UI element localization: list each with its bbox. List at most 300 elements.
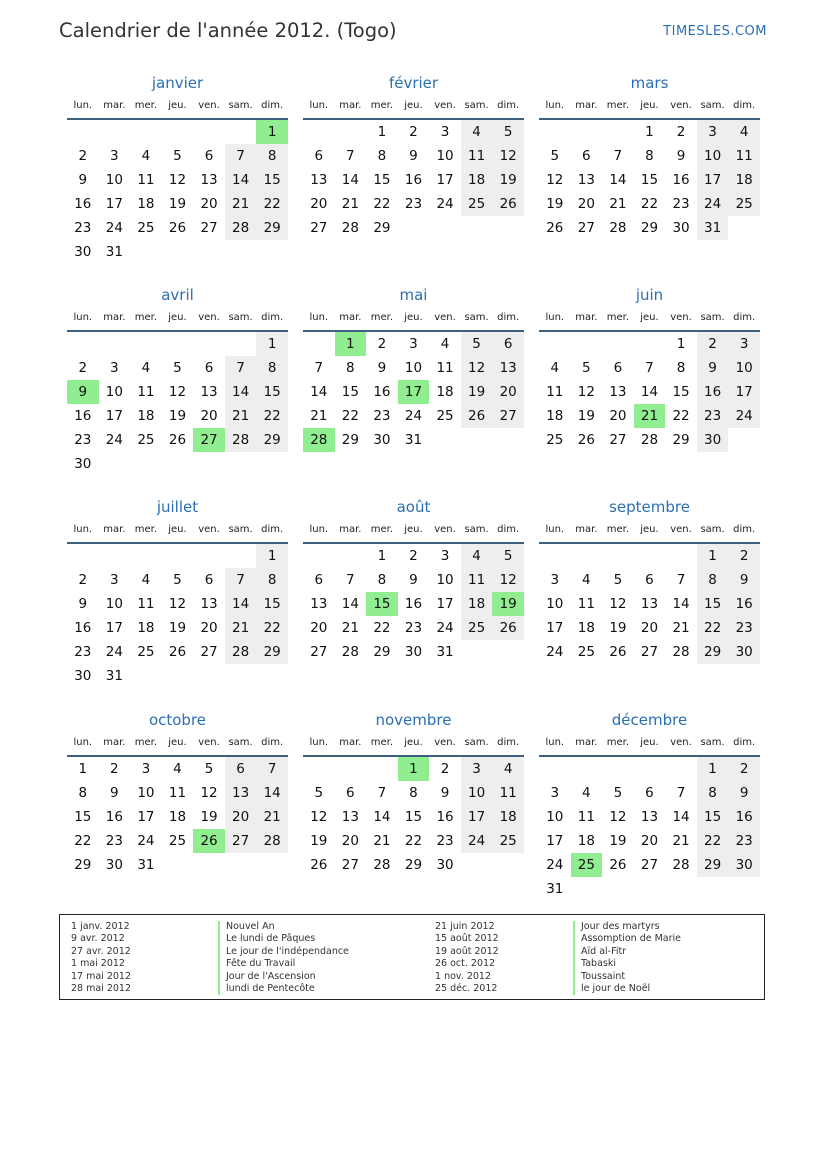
weekday-header bbox=[303, 518, 524, 544]
day-cell: 10 bbox=[105, 172, 123, 188]
day-cell: 13 bbox=[609, 384, 627, 400]
empty-day-cell bbox=[335, 757, 367, 781]
day-cell: 2 bbox=[78, 572, 88, 588]
holiday-day-cell: 1 bbox=[398, 757, 430, 781]
day-cell: 17 bbox=[105, 196, 123, 212]
day-cell: 13 bbox=[310, 172, 328, 188]
weekday-header bbox=[67, 518, 288, 544]
day-cell: 6 bbox=[204, 572, 214, 588]
day-cell: 31 bbox=[436, 644, 454, 660]
day-cell: 21 bbox=[373, 833, 391, 849]
day-cell: 18 bbox=[137, 196, 155, 212]
weekday-label: mar. bbox=[339, 737, 362, 748]
month-3 bbox=[67, 284, 288, 476]
day-cell: 17 bbox=[546, 833, 564, 849]
day-cell: 11 bbox=[461, 568, 493, 592]
day-cell: 27 bbox=[310, 220, 328, 236]
day-cell: 14 bbox=[225, 168, 257, 192]
day-cell: 17 bbox=[728, 380, 760, 404]
day-cell: 9 bbox=[728, 781, 760, 805]
day-cell: 3 bbox=[550, 785, 560, 801]
day-cell: 22 bbox=[256, 404, 288, 428]
empty-day-cell bbox=[225, 332, 257, 356]
holiday-date: 9 avr. 2012 bbox=[71, 933, 125, 945]
weekday-header bbox=[539, 306, 760, 332]
empty-day-cell bbox=[665, 757, 697, 781]
empty-day-cell bbox=[303, 332, 335, 356]
empty-day-cell bbox=[193, 120, 225, 144]
day-cell: 3 bbox=[110, 360, 119, 376]
weekday-label: sam. bbox=[228, 524, 253, 535]
day-cell: 9 bbox=[697, 356, 729, 380]
day-cell: 29 bbox=[697, 640, 729, 664]
holiday-legend bbox=[59, 914, 765, 1000]
weekday-label: mer. bbox=[134, 312, 158, 323]
day-cell: 19 bbox=[546, 196, 564, 212]
day-cell: 11 bbox=[577, 596, 595, 612]
holiday-date: 17 mai 2012 bbox=[71, 970, 132, 982]
day-cell: 17 bbox=[105, 408, 123, 424]
weekday-label: mar. bbox=[575, 737, 598, 748]
weekday-label: dim. bbox=[497, 312, 520, 323]
day-cell: 14 bbox=[640, 384, 659, 400]
day-cell: 26 bbox=[577, 432, 595, 448]
day-cell: 6 bbox=[204, 360, 214, 376]
day-cell: 1 bbox=[697, 544, 729, 568]
empty-day-cell bbox=[162, 120, 194, 144]
day-cell: 22 bbox=[672, 408, 690, 424]
day-cell: 5 bbox=[173, 360, 182, 376]
day-cell: 17 bbox=[137, 809, 155, 825]
day-cell: 30 bbox=[74, 668, 92, 684]
weekday-label: sam. bbox=[700, 737, 725, 748]
day-cell: 28 bbox=[640, 432, 659, 448]
day-cell: 28 bbox=[672, 857, 690, 873]
weekday-label: jeu. bbox=[640, 737, 659, 748]
day-cell: 10 bbox=[105, 384, 123, 400]
day-grid bbox=[539, 757, 760, 901]
site-link[interactable]: TIMESLES.COM bbox=[663, 24, 767, 39]
day-cell: 5 bbox=[173, 148, 182, 164]
day-cell: 19 bbox=[461, 380, 493, 404]
day-cell: 2 bbox=[697, 332, 729, 356]
day-cell: 7 bbox=[613, 148, 623, 164]
empty-day-cell bbox=[193, 544, 225, 568]
day-cell: 6 bbox=[314, 572, 324, 588]
day-cell: 26 bbox=[546, 220, 564, 236]
day-cell: 3 bbox=[697, 120, 729, 144]
day-cell: 23 bbox=[436, 833, 454, 849]
day-cell: 30 bbox=[74, 456, 92, 472]
weekday-header bbox=[303, 94, 524, 120]
holiday-day-cell: 19 bbox=[492, 592, 524, 616]
weekday-header bbox=[539, 731, 760, 757]
empty-day-cell bbox=[225, 544, 257, 568]
day-cell: 5 bbox=[204, 761, 214, 777]
empty-day-cell bbox=[99, 332, 131, 356]
day-cell: 31 bbox=[137, 857, 155, 873]
weekday-label: mar. bbox=[575, 524, 598, 535]
weekday-label: dim. bbox=[497, 100, 520, 111]
day-cell: 6 bbox=[314, 148, 324, 164]
weekday-label: mer. bbox=[134, 737, 158, 748]
empty-day-cell bbox=[303, 544, 335, 568]
day-cell: 26 bbox=[492, 192, 524, 216]
day-cell: 5 bbox=[492, 120, 524, 144]
day-cell: 1 bbox=[78, 761, 88, 777]
day-cell: 18 bbox=[137, 408, 155, 424]
empty-day-cell bbox=[602, 332, 634, 356]
holiday-name: Nouvel An bbox=[226, 921, 275, 932]
empty-day-cell bbox=[130, 120, 162, 144]
weekday-label: ven. bbox=[434, 737, 456, 748]
day-cell: 1 bbox=[377, 124, 387, 140]
empty-day-cell bbox=[99, 544, 131, 568]
day-cell: 29 bbox=[373, 644, 391, 660]
day-cell: 18 bbox=[168, 809, 187, 825]
holiday-day-cell: 15 bbox=[366, 592, 398, 616]
weekday-label: mar. bbox=[339, 312, 362, 323]
day-cell: 8 bbox=[676, 360, 686, 376]
day-cell: 27 bbox=[640, 644, 659, 660]
day-cell: 4 bbox=[582, 785, 591, 801]
holiday-date: 28 mai 2012 bbox=[71, 983, 132, 995]
day-cell: 15 bbox=[404, 809, 423, 825]
day-cell: 21 bbox=[225, 404, 257, 428]
day-cell: 28 bbox=[256, 829, 288, 853]
empty-day-cell bbox=[539, 544, 571, 568]
day-cell: 22 bbox=[256, 616, 288, 640]
day-cell: 5 bbox=[550, 148, 560, 164]
day-cell: 20 bbox=[577, 196, 595, 212]
weekday-label: sam. bbox=[464, 524, 489, 535]
day-cell: 8 bbox=[645, 148, 654, 164]
day-cell: 27 bbox=[640, 857, 659, 873]
day-cell: 15 bbox=[341, 384, 359, 400]
month-0 bbox=[67, 72, 288, 264]
day-cell: 7 bbox=[314, 360, 324, 376]
day-cell: 16 bbox=[436, 809, 454, 825]
legend-dates-right bbox=[435, 921, 499, 995]
weekday-label: mer. bbox=[370, 737, 394, 748]
day-cell: 24 bbox=[105, 432, 123, 448]
weekday-label: mar. bbox=[339, 100, 362, 111]
weekday-label: ven. bbox=[670, 100, 692, 111]
day-cell: 25 bbox=[461, 616, 493, 640]
weekday-label: mer. bbox=[134, 524, 158, 535]
day-cell: 16 bbox=[373, 384, 391, 400]
day-cell: 9 bbox=[728, 568, 760, 592]
day-cell: 11 bbox=[137, 596, 155, 612]
day-cell: 5 bbox=[314, 785, 324, 801]
weekday-label: dim. bbox=[733, 737, 756, 748]
empty-day-cell bbox=[67, 332, 99, 356]
empty-day-cell bbox=[225, 120, 257, 144]
day-cell: 8 bbox=[256, 568, 288, 592]
day-cell: 13 bbox=[310, 596, 328, 612]
day-cell: 21 bbox=[609, 196, 627, 212]
weekday-header bbox=[303, 306, 524, 332]
day-cell: 10 bbox=[546, 596, 564, 612]
month-4 bbox=[303, 284, 524, 452]
day-cell: 23 bbox=[74, 220, 92, 236]
weekday-label: jeu. bbox=[404, 737, 423, 748]
day-cell: 3 bbox=[440, 548, 450, 564]
day-cell: 7 bbox=[346, 572, 355, 588]
weekday-label: mar. bbox=[103, 312, 126, 323]
day-cell: 2 bbox=[78, 360, 88, 376]
legend-dates-left bbox=[71, 921, 131, 995]
day-cell: 21 bbox=[225, 616, 257, 640]
day-cell: 29 bbox=[256, 428, 288, 452]
day-cell: 23 bbox=[105, 833, 123, 849]
day-cell: 7 bbox=[346, 148, 355, 164]
day-cell: 8 bbox=[256, 356, 288, 380]
weekday-label: dim. bbox=[261, 312, 284, 323]
month-name: juin bbox=[635, 286, 664, 304]
day-cell: 27 bbox=[225, 829, 257, 853]
day-cell: 20 bbox=[341, 833, 359, 849]
day-cell: 27 bbox=[492, 404, 524, 428]
empty-day-cell bbox=[67, 544, 99, 568]
day-cell: 24 bbox=[546, 644, 564, 660]
holiday-name: Jour de l'Ascension bbox=[226, 970, 316, 982]
day-cell: 7 bbox=[377, 785, 387, 801]
day-cell: 2 bbox=[78, 148, 88, 164]
weekday-label: mer. bbox=[370, 524, 394, 535]
weekday-label: jeu. bbox=[168, 737, 187, 748]
day-cell: 24 bbox=[137, 833, 155, 849]
day-cell: 18 bbox=[577, 620, 595, 636]
day-cell: 10 bbox=[461, 781, 493, 805]
day-cell: 15 bbox=[373, 172, 391, 188]
day-cell: 16 bbox=[105, 809, 123, 825]
day-cell: 23 bbox=[74, 644, 92, 660]
day-cell: 29 bbox=[672, 432, 690, 448]
weekday-label: lun. bbox=[73, 737, 93, 748]
day-cell: 13 bbox=[225, 781, 257, 805]
empty-day-cell bbox=[130, 332, 162, 356]
weekday-label: mer. bbox=[606, 100, 630, 111]
weekday-label: ven. bbox=[198, 524, 220, 535]
day-cell: 19 bbox=[609, 620, 627, 636]
day-cell: 19 bbox=[310, 833, 328, 849]
day-cell: 7 bbox=[676, 572, 686, 588]
day-cell: 1 bbox=[645, 124, 654, 140]
holiday-date: 1 janv. 2012 bbox=[71, 921, 130, 932]
weekday-label: mer. bbox=[134, 100, 158, 111]
day-cell: 4 bbox=[461, 544, 493, 568]
day-cell: 26 bbox=[168, 220, 187, 236]
day-cell: 25 bbox=[728, 192, 760, 216]
day-cell: 25 bbox=[168, 833, 187, 849]
day-cell: 2 bbox=[409, 124, 418, 140]
day-cell: 9 bbox=[676, 148, 686, 164]
day-cell: 25 bbox=[436, 408, 454, 424]
weekday-label: dim. bbox=[733, 312, 756, 323]
day-cell: 18 bbox=[492, 805, 524, 829]
day-cell: 10 bbox=[436, 572, 454, 588]
day-cell: 5 bbox=[461, 332, 493, 356]
day-cell: 18 bbox=[577, 833, 595, 849]
day-cell: 22 bbox=[256, 192, 288, 216]
day-cell: 28 bbox=[341, 644, 359, 660]
day-cell: 1 bbox=[676, 336, 686, 352]
weekday-label: mar. bbox=[103, 737, 126, 748]
day-cell: 8 bbox=[78, 785, 88, 801]
day-cell: 7 bbox=[256, 757, 288, 781]
holiday-day-cell: 17 bbox=[398, 380, 430, 404]
day-cell: 10 bbox=[404, 360, 423, 376]
day-cell: 13 bbox=[341, 809, 359, 825]
day-cell: 20 bbox=[640, 620, 659, 636]
month-name: novembre bbox=[375, 711, 452, 729]
day-cell: 26 bbox=[609, 644, 627, 660]
day-grid bbox=[539, 544, 760, 664]
month-10 bbox=[303, 709, 524, 877]
weekday-label: lun. bbox=[73, 312, 93, 323]
day-cell: 9 bbox=[409, 148, 418, 164]
weekday-label: sam. bbox=[700, 312, 725, 323]
day-cell: 9 bbox=[78, 596, 88, 612]
weekday-label: lun. bbox=[309, 737, 329, 748]
day-cell: 24 bbox=[436, 620, 454, 636]
weekday-label: jeu. bbox=[168, 312, 187, 323]
day-cell: 29 bbox=[256, 216, 288, 240]
day-cell: 15 bbox=[256, 168, 288, 192]
day-cell: 28 bbox=[373, 857, 391, 873]
empty-day-cell bbox=[303, 120, 335, 144]
day-cell: 5 bbox=[173, 572, 182, 588]
holiday-name: Tabaski bbox=[581, 958, 616, 970]
day-cell: 21 bbox=[672, 833, 690, 849]
month-name: janvier bbox=[151, 74, 204, 92]
day-cell: 14 bbox=[225, 380, 257, 404]
day-cell: 7 bbox=[676, 785, 686, 801]
empty-day-cell bbox=[571, 544, 603, 568]
day-cell: 3 bbox=[440, 124, 450, 140]
day-cell: 5 bbox=[613, 572, 623, 588]
day-cell: 29 bbox=[256, 640, 288, 664]
day-cell: 27 bbox=[200, 220, 218, 236]
day-cell: 16 bbox=[74, 196, 92, 212]
day-cell: 23 bbox=[404, 196, 423, 212]
day-cell: 11 bbox=[546, 384, 564, 400]
day-cell: 11 bbox=[728, 144, 760, 168]
day-cell: 30 bbox=[373, 432, 391, 448]
day-cell: 18 bbox=[728, 168, 760, 192]
weekday-label: jeu. bbox=[404, 100, 423, 111]
day-cell: 18 bbox=[461, 592, 493, 616]
day-cell: 26 bbox=[609, 857, 627, 873]
day-cell: 6 bbox=[645, 785, 654, 801]
empty-day-cell bbox=[539, 757, 571, 781]
day-cell: 2 bbox=[440, 761, 450, 777]
day-cell: 23 bbox=[728, 829, 760, 853]
month-name: avril bbox=[161, 286, 194, 304]
day-cell: 4 bbox=[141, 360, 151, 376]
day-cell: 13 bbox=[640, 809, 659, 825]
weekday-label: mer. bbox=[370, 100, 394, 111]
weekday-label: lun. bbox=[545, 312, 565, 323]
day-cell: 23 bbox=[74, 432, 92, 448]
day-cell: 27 bbox=[577, 220, 595, 236]
day-cell: 30 bbox=[728, 640, 760, 664]
holiday-day-cell: 1 bbox=[256, 120, 288, 144]
day-cell: 29 bbox=[373, 220, 391, 236]
weekday-label: ven. bbox=[198, 737, 220, 748]
day-cell: 4 bbox=[141, 572, 151, 588]
month-name: février bbox=[388, 74, 439, 92]
day-cell: 4 bbox=[173, 761, 182, 777]
day-cell: 14 bbox=[672, 596, 690, 612]
day-cell: 20 bbox=[200, 196, 218, 212]
holiday-name: Le lundi de Pâques bbox=[226, 933, 316, 945]
legend-names-left bbox=[218, 921, 349, 995]
day-grid bbox=[67, 757, 288, 877]
empty-day-cell bbox=[602, 544, 634, 568]
day-cell: 21 bbox=[341, 620, 359, 636]
day-cell: 6 bbox=[346, 785, 355, 801]
month-9 bbox=[67, 709, 288, 877]
day-cell: 23 bbox=[672, 196, 690, 212]
empty-day-cell bbox=[303, 757, 335, 781]
weekday-label: dim. bbox=[733, 524, 756, 535]
weekday-label: ven. bbox=[198, 312, 220, 323]
day-cell: 26 bbox=[492, 616, 524, 640]
day-cell: 28 bbox=[609, 220, 627, 236]
month-name: mai bbox=[399, 286, 428, 304]
month-5 bbox=[539, 284, 760, 452]
weekday-label: sam. bbox=[700, 100, 725, 111]
day-cell: 26 bbox=[168, 644, 187, 660]
day-cell: 29 bbox=[404, 857, 423, 873]
day-cell: 25 bbox=[546, 432, 564, 448]
day-cell: 11 bbox=[137, 384, 155, 400]
day-cell: 13 bbox=[577, 172, 595, 188]
day-cell: 21 bbox=[256, 805, 288, 829]
empty-day-cell bbox=[539, 120, 571, 144]
day-grid bbox=[67, 332, 288, 476]
empty-day-cell bbox=[335, 120, 367, 144]
day-cell: 12 bbox=[310, 809, 328, 825]
empty-day-cell bbox=[162, 544, 194, 568]
day-cell: 7 bbox=[225, 568, 257, 592]
weekday-label: lun. bbox=[309, 524, 329, 535]
day-cell: 26 bbox=[168, 432, 187, 448]
day-cell: 23 bbox=[404, 620, 423, 636]
day-cell: 15 bbox=[640, 172, 659, 188]
month-2 bbox=[539, 72, 760, 240]
day-cell: 17 bbox=[436, 172, 454, 188]
day-cell: 25 bbox=[461, 192, 493, 216]
day-cell: 12 bbox=[546, 172, 564, 188]
day-cell: 30 bbox=[105, 857, 123, 873]
day-cell: 9 bbox=[440, 785, 450, 801]
weekday-label: sam. bbox=[464, 312, 489, 323]
holiday-name: Jour des martyrs bbox=[581, 921, 660, 932]
empty-day-cell bbox=[602, 120, 634, 144]
day-cell: 10 bbox=[728, 356, 760, 380]
day-cell: 8 bbox=[697, 781, 729, 805]
weekday-label: ven. bbox=[670, 737, 692, 748]
weekday-label: jeu. bbox=[640, 524, 659, 535]
day-cell: 8 bbox=[256, 144, 288, 168]
holiday-date: 19 août 2012 bbox=[435, 945, 499, 957]
weekday-header bbox=[303, 731, 524, 757]
holiday-date: 21 juin 2012 bbox=[435, 921, 495, 932]
day-cell: 4 bbox=[492, 757, 524, 781]
